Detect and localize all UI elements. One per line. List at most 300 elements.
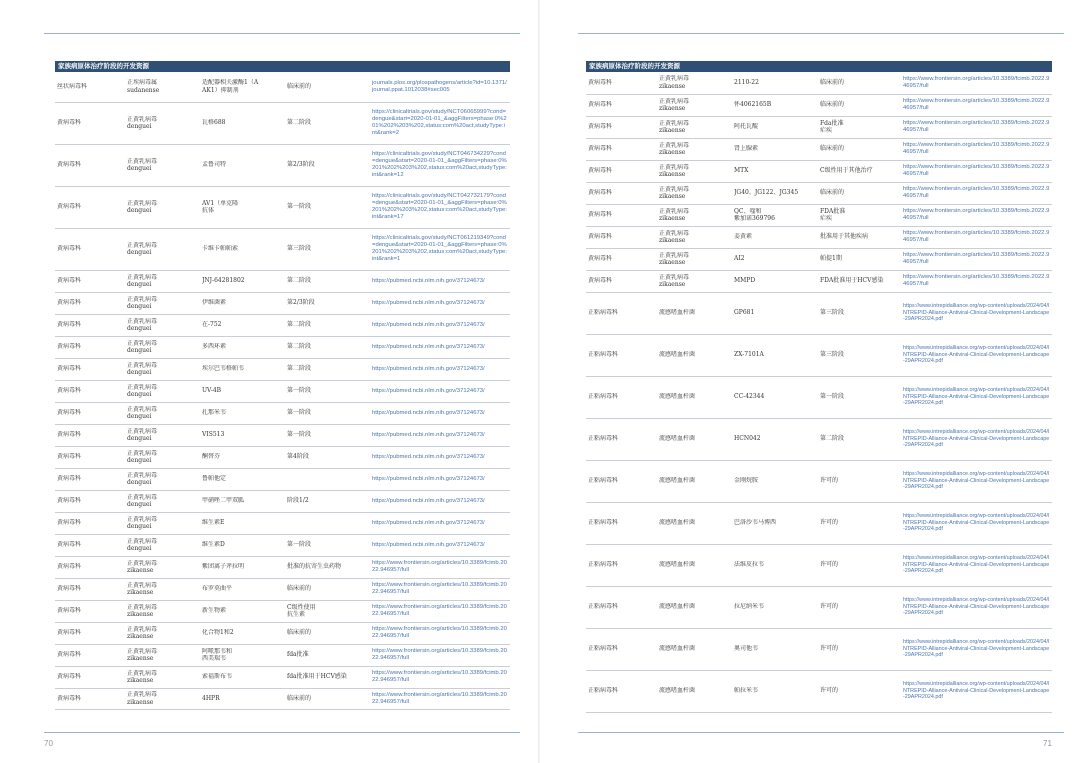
- cell-stage: [285, 556, 370, 578]
- cell-treatment: [200, 600, 285, 622]
- cell-pathogen: [657, 670, 732, 712]
- cell-pathogen: [125, 270, 200, 292]
- source-link[interactable]: https://www.frontiersin.org/articles/10.3389/fcimb.2022.946957/full: [372, 691, 507, 705]
- table-row: [586, 248, 1052, 270]
- source-link[interactable]: https://www.intrepidalliance.org/wp-content/uploads/2024/04/INTREPID-Alliance-Antiviral-Clinical-Development-Landscape-29APR2024.pdf: [903, 303, 1050, 323]
- source-link[interactable]: https://www.frontiersin.org/articles/10.3389/fcimb.2022.946957/full: [903, 274, 1050, 287]
- cell-source-link[interactable]: [901, 94, 1052, 116]
- source-link[interactable]: https://www.frontiersin.org/articles/10.3389/fcimb.2022.946957/full: [903, 120, 1050, 133]
- cell-family: [586, 270, 657, 292]
- cell-family: [586, 376, 657, 418]
- table-title-bar: 家族病原体治疗阶段的开发资源: [55, 61, 510, 72]
- source-link[interactable]: https://www.intrepidalliance.org/wp-content/uploads/2024/04/INTREPID-Alliance-Antiviral-Clinical-Development-Landscape-29APR2024.pdf: [903, 387, 1050, 407]
- source-link[interactable]: https://www.intrepidalliance.org/wp-content/uploads/2024/04/INTREPID-Alliance-Antiviral-Clinical-Development-Landscape-29APR2024.pdf: [903, 681, 1050, 701]
- stage-text: 第三阶段: [820, 351, 845, 359]
- cell-pathogen: [125, 512, 200, 534]
- cell-stage: [285, 644, 370, 666]
- source-link[interactable]: https://www.intrepidalliance.org/wp-content/uploads/2024/04/INTREPID-Alliance-Antiviral-Clinical-Development-Landscape-29APR2024.pdf: [903, 513, 1050, 533]
- family-text: 正粘病毒科: [588, 603, 619, 611]
- source-link[interactable]: https://www.frontiersin.org/articles/10.3389/fcimb.2022.946957/full: [903, 230, 1050, 243]
- cell-source-link[interactable]: [370, 578, 510, 600]
- pathogen-text: 正黄乳病毒: [127, 241, 158, 249]
- table-row: [55, 102, 510, 144]
- cell-family: [586, 94, 657, 116]
- source-link[interactable]: https://www.frontiersin.org/articles/10.3389/fcimb.2022.946957/full: [372, 582, 507, 595]
- table-row: [586, 160, 1052, 182]
- stage-text: 第二阶段: [287, 321, 312, 329]
- right-resource-table: [586, 72, 1052, 713]
- pathogen-text: zikaense: [127, 633, 154, 640]
- cell-pathogen: [125, 292, 200, 314]
- source-link[interactable]: https://www.intrepidalliance.org/wp-content/uploads/2024/04/INTREPID-Alliance-Antiviral-Clinical-Development-Landscape-29APR2024.pdf: [903, 639, 1050, 659]
- family-text: 黄病毒科: [57, 203, 82, 211]
- table-row: [55, 144, 510, 186]
- cell-source-link[interactable]: [370, 600, 510, 622]
- top-rule: [44, 33, 520, 34]
- pathogen-text: denguei: [127, 207, 152, 214]
- treatment-text: 4HPR: [202, 694, 220, 702]
- table-row: [55, 270, 510, 292]
- cell-source-link[interactable]: [370, 556, 510, 578]
- cell-family: [55, 358, 125, 380]
- pathogen-text: 正黄乳病毒: [659, 119, 690, 127]
- table-row: [55, 490, 510, 512]
- cell-source-link[interactable]: [370, 424, 510, 446]
- cell-family: [586, 160, 657, 182]
- pathogen-text: denguei: [127, 165, 152, 172]
- cell-source-link[interactable]: [901, 334, 1052, 376]
- cell-stage: [818, 138, 901, 160]
- pathogen-text: zikaense: [127, 611, 154, 618]
- cell-source-link[interactable]: [370, 102, 510, 144]
- family-text: 丝状病毒科: [57, 83, 88, 91]
- source-link[interactable]: https://pubmed.ncbi.nlm.nih.gov/37124673/: [372, 497, 485, 504]
- cell-family: [55, 556, 125, 578]
- cell-source-link[interactable]: [901, 418, 1052, 460]
- cell-source-link[interactable]: [370, 336, 510, 358]
- right-table-wrap: [586, 61, 1052, 713]
- cell-stage: [285, 292, 370, 314]
- cell-pathogen: [657, 628, 732, 670]
- family-text: 黄病毒科: [57, 299, 82, 307]
- cell-family: [55, 402, 125, 424]
- stage-text: 阶段1/2: [287, 497, 309, 505]
- cell-treatment: [200, 186, 285, 228]
- cell-source-link[interactable]: [370, 228, 510, 270]
- cell-treatment: [732, 138, 818, 160]
- cell-treatment: [732, 376, 818, 418]
- source-link[interactable]: https://www.frontiersin.org/articles/10.3389/fcimb.2022.946957/full: [903, 75, 1050, 89]
- pathogen-text: denguei: [127, 347, 152, 354]
- cell-source-link[interactable]: [370, 270, 510, 292]
- cell-treatment: [732, 182, 818, 204]
- cell-pathogen: [125, 600, 200, 622]
- cell-family: [55, 688, 125, 709]
- bottom-rule: [578, 732, 1064, 733]
- cell-source-link[interactable]: [370, 688, 510, 709]
- cell-stage: [285, 72, 370, 102]
- cell-source-link[interactable]: [901, 160, 1052, 182]
- table-row: [55, 72, 510, 102]
- table-row: [586, 670, 1052, 712]
- source-link[interactable]: https://pubmed.ncbi.nlm.nih.gov/37124673/: [372, 431, 485, 438]
- cell-source-link[interactable]: [370, 358, 510, 380]
- cell-family: [586, 292, 657, 334]
- treatment-text: 索福斯布韦: [202, 673, 233, 681]
- bottom-rule: [44, 732, 520, 733]
- cell-treatment: [200, 688, 285, 709]
- source-link[interactable]: https://www.frontiersin.org/articles/10.3389/fcimb.2022.946957/full: [903, 98, 1050, 111]
- cell-stage: [818, 292, 901, 334]
- cell-family: [55, 424, 125, 446]
- table-row: [586, 94, 1052, 116]
- pathogen-text: 正黄乳病毒: [127, 537, 158, 545]
- page-number: 71: [1043, 739, 1052, 748]
- treatment-text: 化合物1和2: [202, 629, 234, 637]
- cell-source-link[interactable]: [370, 666, 510, 688]
- cell-pathogen: [125, 228, 200, 270]
- source-link[interactable]: journals.plos.org/plospathogens/article?id=10.1371/journal.ppat.1012038#sec005: [372, 79, 507, 93]
- cell-stage: [818, 248, 901, 270]
- cell-stage: [285, 102, 370, 144]
- pathogen-text: 正黄乳病毒: [127, 339, 158, 347]
- table-row: [586, 292, 1052, 334]
- cell-source-link[interactable]: [370, 144, 510, 186]
- family-text: 黄病毒科: [57, 585, 82, 593]
- source-link[interactable]: https://www.frontiersin.org/articles/10.3389/fcimb.2022.946957/full: [372, 670, 507, 683]
- table-row: [55, 534, 510, 556]
- cell-pathogen: [125, 144, 200, 186]
- source-link[interactable]: https://www.intrepidalliance.org/wp-content/uploads/2024/04/INTREPID-Alliance-Antiviral-Clinical-Development-Landscape-29APR2024.pdf: [903, 345, 1050, 365]
- cell-treatment: [200, 446, 285, 468]
- cell-stage: [818, 502, 901, 544]
- cell-pathogen: [125, 72, 200, 102]
- pathogen-text: 流感嗜血杆菌: [659, 561, 696, 569]
- treatment-text: 法维皮拉韦: [734, 561, 765, 569]
- cell-treatment: [732, 248, 818, 270]
- pathogen-text: 正黄乳病毒: [127, 449, 158, 457]
- source-link[interactable]: https://pubmed.ncbi.nlm.nih.gov/37124673/: [372, 299, 485, 306]
- treatment-text: 阿哌那韦和: [202, 647, 233, 655]
- pathogen-text: zikaense: [659, 281, 686, 288]
- cell-source-link[interactable]: [370, 292, 510, 314]
- cell-stage: [818, 460, 901, 502]
- pathogen-text: zikaense: [659, 127, 686, 134]
- source-link[interactable]: https://clinicaltrials.gov/study/NCT06065999?cond=dengue&start=2020-01-01_&aggFilters=phase:0%201%202%203%202,status:com%20act,studyType:int&rank=2: [372, 109, 507, 136]
- family-text: 黄病毒科: [57, 563, 82, 571]
- cell-treatment: [732, 586, 818, 628]
- cell-treatment: [732, 418, 818, 460]
- pathogen-text: zikaense: [659, 82, 686, 90]
- stage-text: 第三阶段: [287, 245, 312, 253]
- stage-text: 临床前的: [287, 694, 312, 702]
- stage-text: fda批准用于HCV感染: [287, 673, 347, 681]
- cell-family: [55, 336, 125, 358]
- cell-source-link[interactable]: [901, 204, 1052, 226]
- cell-pathogen: [657, 72, 732, 94]
- source-link[interactable]: https://www.frontiersin.org/articles/10.3389/fcimb.2022.946957/full: [372, 648, 507, 661]
- cell-stage: [818, 670, 901, 712]
- cell-source-link[interactable]: [901, 460, 1052, 502]
- cell-pathogen: [657, 334, 732, 376]
- cell-pathogen: [657, 376, 732, 418]
- cell-family: [55, 644, 125, 666]
- cell-source-link[interactable]: [370, 380, 510, 402]
- family-text: 黄病毒科: [57, 431, 82, 439]
- cell-source-link[interactable]: [901, 670, 1052, 712]
- stage-text: Fda批准 疟疾: [820, 119, 844, 134]
- family-text: 正粘病毒科: [588, 477, 619, 485]
- stage-text: 许可的: [820, 603, 839, 611]
- family-text: 黄病毒科: [57, 519, 82, 527]
- cell-stage: [818, 72, 901, 94]
- source-link[interactable]: https://pubmed.ncbi.nlm.nih.gov/37124673/: [372, 453, 485, 460]
- cell-family: [586, 226, 657, 248]
- source-link[interactable]: https://www.intrepidalliance.org/wp-content/uploads/2024/04/INTREPID-Alliance-Antiviral-Clinical-Development-Landscape-29APR2024.pdf: [903, 597, 1050, 617]
- cell-pathogen: [657, 586, 732, 628]
- source-link[interactable]: https://pubmed.ncbi.nlm.nih.gov/37124673/: [372, 387, 485, 394]
- cell-pathogen: [657, 138, 732, 160]
- cell-family: [55, 186, 125, 228]
- top-rule: [578, 33, 1064, 34]
- table-row: [55, 468, 510, 490]
- cell-source-link[interactable]: [370, 468, 510, 490]
- pathogen-text: 正黄乳病毒: [127, 581, 158, 589]
- cell-source-link[interactable]: [370, 490, 510, 512]
- cell-stage: [285, 424, 370, 446]
- family-text: 黄病毒科: [588, 101, 613, 109]
- treatment-text: 伊维菌素: [202, 299, 227, 307]
- treatment-text: MTX: [734, 167, 749, 175]
- cell-treatment: [732, 460, 818, 502]
- cell-stage: [285, 358, 370, 380]
- stage-text: 第一阶段: [287, 203, 312, 211]
- stage-text: 许可的: [820, 645, 839, 653]
- cell-stage: [818, 334, 901, 376]
- cell-source-link[interactable]: [370, 72, 510, 102]
- source-link[interactable]: https://clinicaltrials.gov/study/NCT046734229?cond=dengue&start=2020-01-01_&aggFilters=phase:0%201%202%203%202,status:com%20act,studyType:int&rank=12: [372, 151, 507, 178]
- cell-family: [586, 138, 657, 160]
- table-row: [586, 270, 1052, 292]
- cell-source-link[interactable]: [901, 376, 1052, 418]
- pathogen-text: 正黄乳病毒: [127, 647, 158, 655]
- cell-stage: [285, 622, 370, 644]
- pathogen-text: 正黄乳病毒: [127, 295, 158, 303]
- table-row: [55, 358, 510, 380]
- table-row: [55, 314, 510, 336]
- source-link[interactable]: https://www.intrepidalliance.org/wp-content/uploads/2024/04/INTREPID-Alliance-Antiviral-Clinical-Development-Landscape-29APR2024.pdf: [903, 471, 1050, 491]
- table-row: [586, 138, 1052, 160]
- cell-stage: [285, 314, 370, 336]
- table-row: [586, 334, 1052, 376]
- cell-source-link[interactable]: [901, 72, 1052, 94]
- pathogen-text: zikaense: [127, 698, 154, 706]
- stage-text: 临床前的: [287, 629, 312, 637]
- treatment-text: 维生素E: [202, 519, 225, 527]
- source-link[interactable]: https://pubmed.ncbi.nlm.nih.gov/37124673/: [372, 541, 485, 548]
- pathogen-text: 正黄乳病毒: [127, 427, 158, 435]
- source-link[interactable]: https://pubmed.ncbi.nlm.nih.gov/37124673/: [372, 321, 485, 328]
- treatment-text: GP681: [734, 309, 755, 317]
- pathogen-text: 正黄乳病毒: [127, 383, 158, 391]
- source-link[interactable]: https://www.frontiersin.org/articles/10.3389/fcimb.2022.946957/full: [903, 164, 1050, 177]
- cell-source-link[interactable]: [370, 644, 510, 666]
- family-text: 正粘病毒科: [588, 561, 619, 569]
- family-text: 黄病毒科: [588, 211, 613, 219]
- cell-treatment: [200, 556, 285, 578]
- cell-source-link[interactable]: [370, 186, 510, 228]
- cell-family: [55, 446, 125, 468]
- cell-treatment: [732, 204, 818, 226]
- stage-text: 临床前的: [820, 145, 845, 153]
- cell-source-link[interactable]: [370, 446, 510, 468]
- source-link[interactable]: https://clinicaltrials.gov/study/NCT061219349?cond=dengue&start=2020-01-01_&aggFilters=phase:0%201%202%203%202,status:com%20act,studyType:int&rank=1: [372, 235, 507, 262]
- cell-stage: [818, 182, 901, 204]
- cell-source-link[interactable]: [370, 512, 510, 534]
- source-link[interactable]: https://www.intrepidalliance.org/wp-content/uploads/2024/04/INTREPID-Alliance-Antiviral-Clinical-Development-Landscape-29APR2024.pdf: [903, 555, 1050, 575]
- pathogen-text: 正黄乳病毒: [127, 669, 158, 677]
- stage-text: FDA批准 疟疾: [820, 207, 846, 222]
- family-text: 正粘病毒科: [588, 687, 619, 695]
- treatment-text: 鲁帕他定: [202, 475, 227, 483]
- source-link[interactable]: https://clinicaltrials.gov/study/NCT042732179?cond=dengue&start=2020-01-01_&aggFilters=phase:0%201%202%203%202,status:com%20act,studyType:int&rank=17: [372, 193, 507, 220]
- pathogen-text: sudanense: [127, 86, 160, 94]
- table-row: [55, 556, 510, 578]
- source-link[interactable]: https://pubmed.ncbi.nlm.nih.gov/37124673/: [372, 277, 485, 284]
- cell-source-link[interactable]: [901, 628, 1052, 670]
- family-text: 黄病毒科: [588, 145, 613, 153]
- stage-text: 许可的: [820, 519, 839, 527]
- stage-text: fda批准: [287, 651, 309, 659]
- pathogen-text: 正黄乳病毒: [659, 97, 690, 105]
- source-link[interactable]: https://www.frontiersin.org/articles/10.3389/fcimb.2022.946957/full: [903, 142, 1050, 155]
- family-text: 黄病毒科: [588, 189, 613, 197]
- cell-pathogen: [657, 270, 732, 292]
- stage-text: 第一阶段: [287, 431, 312, 439]
- pathogen-text: 正黄乳病毒: [659, 141, 690, 149]
- cell-stage: [285, 144, 370, 186]
- treatment-text: 紫加诺369796: [734, 215, 775, 222]
- cell-pathogen: [657, 502, 732, 544]
- family-text: 黄病毒科: [57, 607, 82, 615]
- cell-stage: [818, 270, 901, 292]
- family-text: 黄病毒科: [588, 277, 613, 285]
- family-text: 正粘病毒科: [588, 435, 619, 443]
- treatment-text: 2110-22: [734, 79, 759, 87]
- pathogen-text: 正黄乳病毒: [659, 185, 690, 193]
- cell-source-link[interactable]: [370, 402, 510, 424]
- cell-stage: [285, 600, 370, 622]
- pathogen-text: zikaense: [659, 215, 686, 222]
- cell-source-link[interactable]: [901, 226, 1052, 248]
- cell-treatment: [200, 228, 285, 270]
- cell-source-link[interactable]: [901, 116, 1052, 138]
- treatment-text: JNJ-64281802: [202, 277, 245, 285]
- stage-text: 批准的抗寄生虫药物: [287, 563, 342, 571]
- source-link[interactable]: https://pubmed.ncbi.nlm.nih.gov/37124673/: [372, 365, 485, 372]
- pathogen-text: zikaense: [659, 149, 686, 156]
- stage-text: 第二阶段: [287, 277, 312, 285]
- source-link[interactable]: https://www.frontiersin.org/articles/10.3389/fcimb.2022.946957/full: [372, 626, 507, 639]
- treatment-text: JG40、JG122、JG345: [734, 189, 799, 197]
- source-link[interactable]: https://pubmed.ncbi.nlm.nih.gov/37124673/: [372, 343, 485, 350]
- source-link[interactable]: https://www.frontiersin.org/articles/10.3389/fcimb.2022.946957/full: [903, 252, 1050, 265]
- family-text: 正粘病毒科: [588, 309, 619, 317]
- stage-text: 第二阶段: [820, 435, 845, 443]
- cell-source-link[interactable]: [901, 182, 1052, 204]
- source-link[interactable]: https://www.intrepidalliance.org/wp-content/uploads/2024/04/INTREPID-Alliance-Antiviral-Clinical-Development-Landscape-29APR2024.pdf: [903, 429, 1050, 449]
- cell-pathogen: [125, 578, 200, 600]
- cell-treatment: [732, 502, 818, 544]
- cell-pathogen: [657, 182, 732, 204]
- source-link[interactable]: https://www.frontiersin.org/articles/10.3389/fcimb.2022.946957/full: [372, 604, 507, 617]
- cell-source-link[interactable]: [370, 534, 510, 556]
- stage-text: 临床前的: [820, 189, 845, 197]
- cell-stage: [285, 666, 370, 688]
- treatment-text: QC、喹和: [734, 207, 762, 215]
- table-row: [586, 182, 1052, 204]
- cell-source-link[interactable]: [901, 502, 1052, 544]
- cell-source-link[interactable]: [370, 314, 510, 336]
- cell-treatment: [732, 270, 818, 292]
- stage-text: 许可的: [820, 687, 839, 695]
- cell-stage: [818, 628, 901, 670]
- source-link[interactable]: https://pubmed.ncbi.nlm.nih.gov/37124673/: [372, 519, 485, 526]
- family-text: 黄病毒科: [57, 245, 82, 253]
- cell-family: [586, 628, 657, 670]
- cell-stage: [285, 402, 370, 424]
- family-text: 黄病毒科: [57, 409, 82, 417]
- cell-treatment: [200, 380, 285, 402]
- cell-source-link[interactable]: [370, 622, 510, 644]
- treatment-text: AI2: [734, 255, 745, 263]
- source-link[interactable]: https://pubmed.ncbi.nlm.nih.gov/37124673/: [372, 475, 485, 482]
- cell-stage: [818, 418, 901, 460]
- cell-source-link[interactable]: [901, 544, 1052, 586]
- cell-family: [586, 248, 657, 270]
- pathogen-text: denguei: [127, 413, 152, 420]
- cell-treatment: [200, 102, 285, 144]
- cell-stage: [285, 380, 370, 402]
- cell-source-link[interactable]: [901, 292, 1052, 334]
- source-link[interactable]: https://pubmed.ncbi.nlm.nih.gov/37124673/: [372, 409, 485, 416]
- pathogen-text: zikaense: [127, 655, 154, 662]
- family-text: 黄病毒科: [588, 255, 613, 263]
- cell-stage: [818, 376, 901, 418]
- pathogen-text: denguei: [127, 249, 152, 256]
- cell-stage: [818, 586, 901, 628]
- cell-source-link[interactable]: [901, 270, 1052, 292]
- stage-text: 第2/3阶段: [287, 299, 315, 307]
- stage-text: 临床前的: [820, 101, 845, 109]
- cell-pathogen: [125, 424, 200, 446]
- source-link[interactable]: https://www.frontiersin.org/articles/10.3389/fcimb.2022.946957/full: [903, 208, 1050, 221]
- cell-source-link[interactable]: [901, 586, 1052, 628]
- cell-treatment: [200, 314, 285, 336]
- source-link[interactable]: https://www.frontiersin.org/articles/10.3389/fcimb.2022.946957/full: [372, 560, 507, 573]
- cell-source-link[interactable]: [901, 248, 1052, 270]
- table-row: [55, 380, 510, 402]
- cell-source-link[interactable]: [901, 138, 1052, 160]
- treatment-text: 维生素D: [202, 541, 225, 549]
- cell-stage: [818, 94, 901, 116]
- pathogen-text: 正黄乳病毒: [659, 251, 690, 259]
- cell-family: [55, 512, 125, 534]
- cell-pathogen: [125, 402, 200, 424]
- family-text: 黄病毒科: [57, 277, 82, 285]
- family-text: 黄病毒科: [57, 541, 82, 549]
- source-link[interactable]: https://www.frontiersin.org/articles/10.3389/fcimb.2022.946957/full: [903, 186, 1050, 199]
